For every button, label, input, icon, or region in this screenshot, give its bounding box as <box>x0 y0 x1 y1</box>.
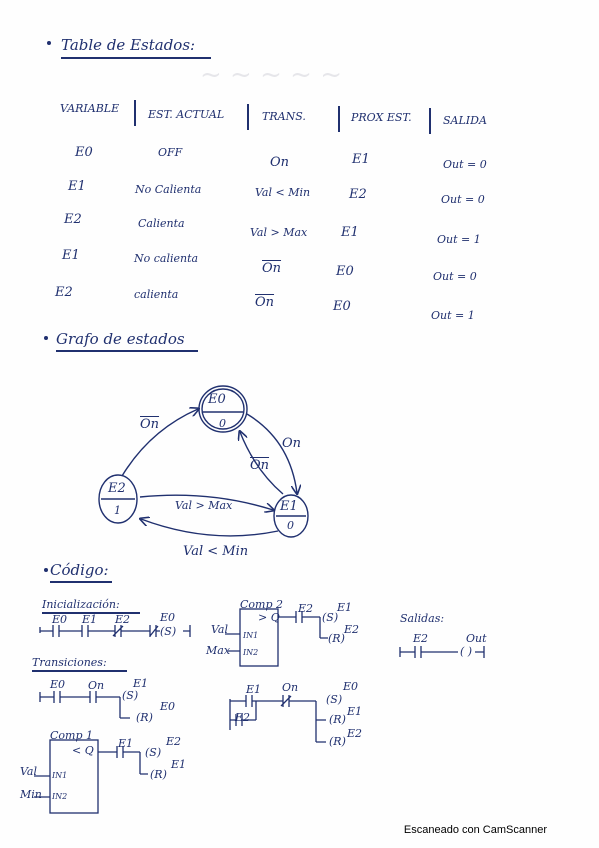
trans1-coil: (S) <box>122 689 139 702</box>
comp1-coil-name: E2 <box>166 735 182 748</box>
rung-trans1-wire <box>40 691 130 718</box>
comp1-in1-signal: Val <box>20 765 38 778</box>
cell-actual: calienta <box>134 288 179 301</box>
cell-variable: E2 <box>55 285 73 300</box>
comp2-coil: (R) <box>328 632 345 645</box>
trans2-coil-name: E1 <box>347 705 363 718</box>
label-e2-to-e0: $\overline{On}$ <box>140 417 160 432</box>
comp1-label: Comp 1 <box>50 729 94 742</box>
cell-salida: Out = 0 <box>433 270 477 283</box>
cell-prox: E1 <box>352 152 370 167</box>
cell-actual: OFF <box>158 146 183 159</box>
cell-trans: On <box>270 155 290 170</box>
cell-salida: Out = 0 <box>443 158 487 171</box>
trans-underline <box>32 670 127 672</box>
cell-trans: Val < Min <box>255 186 311 199</box>
bullet <box>44 568 48 572</box>
label-e2-to-e1: Val > Max <box>175 499 233 512</box>
trans2-contact: On <box>282 681 299 694</box>
comp1-coil-name: E1 <box>171 758 187 771</box>
header-salida: SALIDA <box>443 114 487 127</box>
trans2-coil: (S) <box>326 693 343 706</box>
state-e1-output: 0 <box>287 519 294 532</box>
comp1-coil: (R) <box>150 768 167 781</box>
salidas-coil: ( ) <box>460 645 473 658</box>
state-e2-output: 1 <box>114 504 121 517</box>
trans1-coil-name: E0 <box>160 700 176 713</box>
cell-actual: No Calienta <box>135 183 202 196</box>
cell-prox: E0 <box>336 264 354 279</box>
comp2-coil-name: E2 <box>344 623 360 636</box>
comp2-contact: E2 <box>298 602 314 615</box>
comp1-in2-pin: IN2 <box>52 792 68 801</box>
code-title: Código: <box>50 561 109 579</box>
init-label: Inicialización: <box>42 598 120 611</box>
cell-actual: Calienta <box>138 217 185 230</box>
graph-title: Grafo de estados <box>56 330 185 348</box>
cell-prox: E2 <box>349 187 367 202</box>
cell-prox: E0 <box>333 299 351 314</box>
trans1-contact: E0 <box>50 678 66 691</box>
label-e1-to-e0: $\overline{On}$ <box>250 458 270 473</box>
cell-variable: E1 <box>68 179 86 194</box>
init-contact: E1 <box>82 613 98 626</box>
comp2-coil-name: E1 <box>337 601 353 614</box>
init-contact: E2 <box>115 613 131 626</box>
cell-variable: E1 <box>62 248 80 263</box>
comp2-in2-pin: IN2 <box>243 648 259 657</box>
trans2-coil: (R) <box>329 735 346 748</box>
comp2-operator: > Q <box>258 611 280 624</box>
trans2-coil-name: E2 <box>347 727 363 740</box>
trans2-coil-name: E0 <box>343 680 359 693</box>
trans1-coil-name: E1 <box>133 677 149 690</box>
cell-salida: Out = 0 <box>441 193 485 206</box>
trans2-contact: E1 <box>246 683 262 696</box>
header-prox-est: PROX EST. <box>351 111 412 124</box>
label-e0-to-e1: On <box>282 436 302 451</box>
init-contact: E0 <box>52 613 68 626</box>
transition-e2-to-e0 <box>122 409 198 476</box>
cell-actual: No calienta <box>134 252 199 265</box>
camscanner-watermark: Escaneado con CamScanner <box>403 824 547 836</box>
comp1-in1-pin: IN1 <box>52 771 68 780</box>
cell-salida: Out = 1 <box>431 309 475 322</box>
transition-e1-to-e2 <box>141 519 278 536</box>
comp1-in2-signal: Min <box>20 788 42 801</box>
state-e2-name: E2 <box>108 481 126 496</box>
comp1-contact: E1 <box>118 737 134 750</box>
trans1-coil: (R) <box>136 711 153 724</box>
comp2-label: Comp 2 <box>240 598 284 611</box>
comp2-in1-pin: IN1 <box>243 631 259 640</box>
label-e1-to-e2: Val < Min <box>183 544 249 559</box>
state-e0-name: E0 <box>208 392 226 407</box>
comp2-coil: (S) <box>322 611 339 624</box>
transition-e0-to-e1 <box>247 414 297 493</box>
header-trans: TRANS. <box>262 110 306 123</box>
header-est-actual: EST. ACTUAL <box>148 108 225 121</box>
comp1-coil: (S) <box>145 746 162 759</box>
salidas-coil-name: Out <box>466 632 487 645</box>
state-e0-output: 0 <box>219 417 226 430</box>
cell-trans: $\overline{On}$ <box>262 261 282 276</box>
title-underline <box>50 581 112 583</box>
trans2-parallel-contact: E2 <box>235 711 251 724</box>
comp2-in2-signal: Max <box>206 644 231 657</box>
comp2-in1-signal: Val <box>211 623 229 636</box>
cell-variable: E0 <box>75 145 93 160</box>
bleed-through: ~ ~ ~ ~ ~ <box>200 60 342 90</box>
init-coil-name: E0 <box>160 611 176 624</box>
cell-prox: E1 <box>341 225 359 240</box>
cell-variable: E2 <box>64 212 82 227</box>
salidas-contact: E2 <box>413 632 429 645</box>
trans1-contact: On <box>88 679 105 692</box>
comp1-operator: < Q <box>72 744 94 757</box>
cell-trans: $\overline{On}$ <box>255 295 275 310</box>
salidas-label: Salidas: <box>400 612 445 625</box>
trans2-coil: (R) <box>329 713 346 726</box>
table-title: Table de Estados: <box>61 36 196 54</box>
header-variable: VARIABLE <box>60 102 120 115</box>
cell-salida: Out = 1 <box>437 233 481 246</box>
cell-trans: Val > Max <box>250 226 308 239</box>
state-e1-name: E1 <box>280 499 298 514</box>
init-coil: (S) <box>160 625 177 638</box>
trans-label: Transiciones: <box>32 656 107 669</box>
